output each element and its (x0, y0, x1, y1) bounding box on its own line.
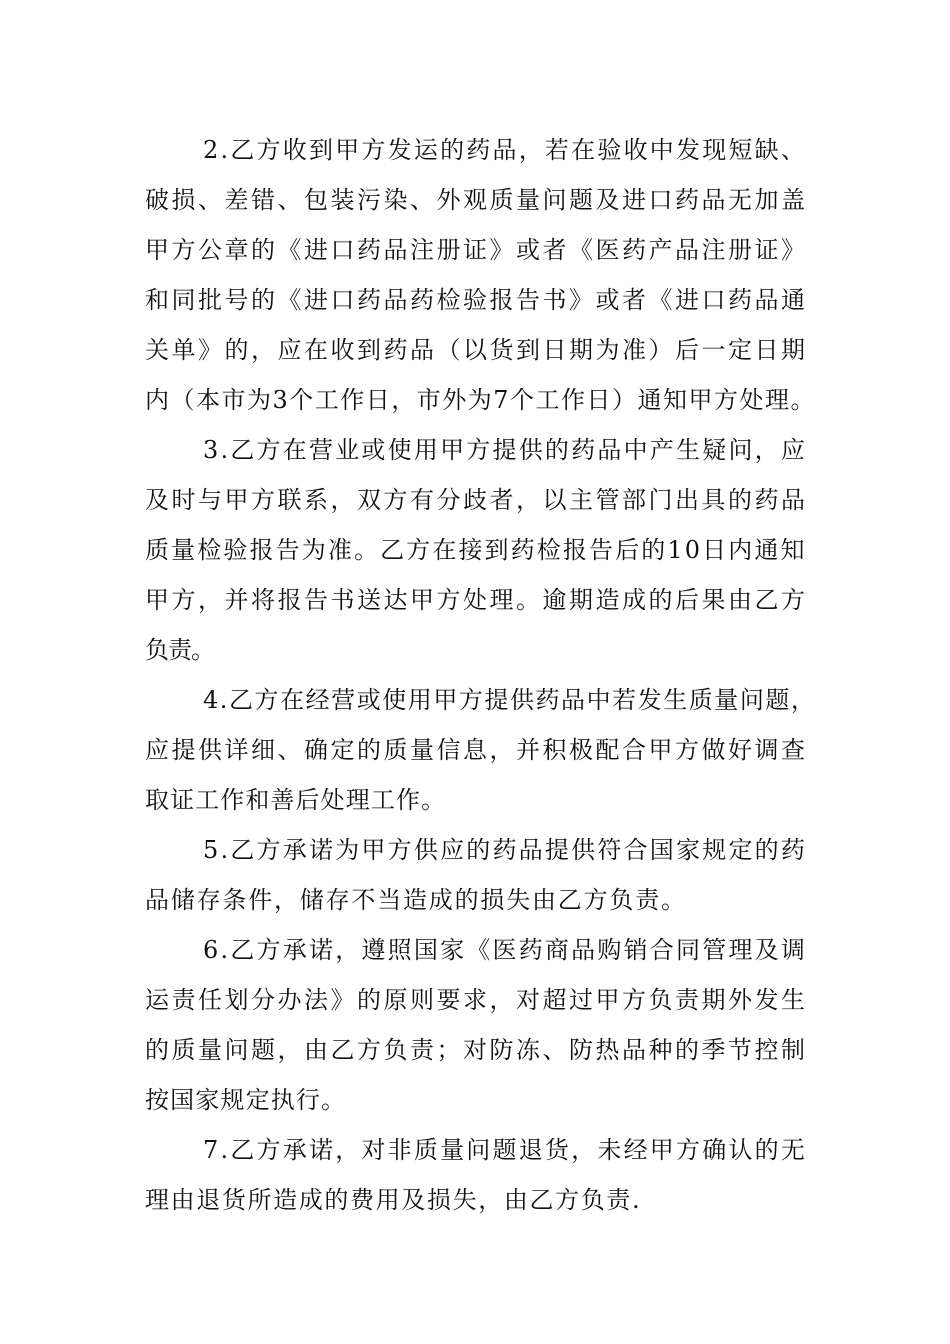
paragraph-6-line-1: 6.乙方承诺，遵照国家《医药商品购销合同管理及调 (203, 936, 808, 964)
paragraph-2-line-6: 内（本市为3个工作日，市外为7个工作日）通知甲方处理。 (145, 386, 817, 414)
paragraph-2-line-5: 关单》的，应在收到药品（以货到日期为准）后一定日期 (145, 336, 808, 364)
paragraph-6-line-3: 的质量问题，由乙方负责；对防冻、防热品种的季节控制 (145, 1036, 808, 1064)
paragraph-2-line-1: 2.乙方收到甲方发运的药品，若在验收中发现短缺、 (203, 136, 808, 164)
paragraph-3-line-5: 负责。 (145, 636, 214, 664)
paragraph-3-line-3: 质量检验报告为准。乙方在接到药检报告后的10日内通知 (145, 536, 807, 564)
paragraph-7-line-1: 7.乙方承诺，对非质量问题退货，未经甲方确认的无 (203, 1136, 808, 1164)
paragraph-2-line-3: 甲方公章的《进口药品注册证》或者《医药产品注册证》 (145, 236, 808, 264)
paragraph-2-line-4: 和同批号的《进口药品药检验报告书》或者《进口药品通 (145, 286, 808, 314)
paragraph-3-line-1: 3.乙方在营业或使用甲方提供的药品中产生疑问，应 (203, 436, 808, 464)
paragraph-5-line-2: 品储存条件，储存不当造成的损失由乙方负责。 (145, 886, 687, 914)
paragraph-4-line-1: 4.乙方在经营或使用甲方提供药品中若发生质量问题， (203, 686, 817, 714)
paragraph-6-line-2: 运责任划分办法》的原则要求，对超过甲方负责期外发生 (145, 986, 808, 1014)
paragraph-4-line-2: 应提供详细、确定的质量信息，并积极配合甲方做好调查 (145, 736, 808, 764)
paragraph-6-line-4: 按国家规定执行。 (145, 1086, 347, 1114)
paragraph-4-line-3: 取证工作和善后处理工作。 (145, 786, 447, 814)
paragraph-5-line-1: 5.乙方承诺为甲方供应的药品提供符合国家规定的药 (203, 836, 808, 864)
paragraph-3-line-4: 甲方，并将报告书送达甲方处理。逾期造成的后果由乙方 (145, 586, 808, 614)
paragraph-3-line-2: 及时与甲方联系，双方有分歧者，以主管部门出具的药品 (145, 486, 808, 514)
paragraph-7-line-2: 理由退货所造成的费用及损失，由乙方负责. (145, 1186, 642, 1214)
paragraph-2-line-2: 破损、差错、包装污染、外观质量问题及进口药品无加盖 (145, 186, 808, 214)
